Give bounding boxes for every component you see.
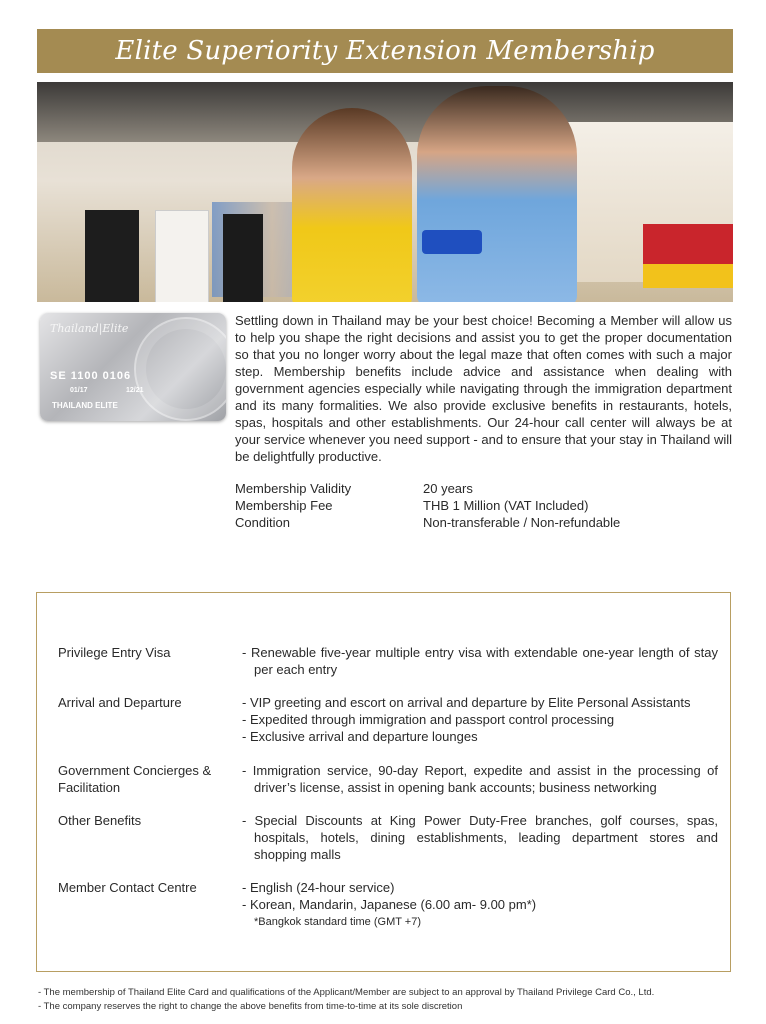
fact-value: Non-transferable / Non-refundable <box>423 515 621 530</box>
card-valid-from: 01/17 <box>70 387 88 394</box>
shopping-bag-black-small <box>223 214 263 302</box>
benefit-other <box>58 812 718 863</box>
benefit-item: - Immigration service, 90-day Report, expedite and assist in the processing of driver’s license, assist in opening bank accounts; business networking <box>242 763 718 795</box>
shopping-bag-white <box>155 210 209 302</box>
fact-row <box>235 497 732 514</box>
card-valid-to: 12/21 <box>126 387 144 394</box>
fact-label: Condition <box>235 515 290 530</box>
benefit-label: Arrival and Departure <box>58 695 182 710</box>
card-number: SE 1100 0106 <box>50 370 132 382</box>
fact-row <box>235 480 732 497</box>
benefit-item: - Exclusive arrival and departure lounges <box>242 729 478 744</box>
card-holder-name: THAILAND ELITE <box>52 401 118 410</box>
benefit-label: Member Contact Centre <box>58 880 197 895</box>
benefit-label: Other Benefits <box>58 813 142 828</box>
hero-yellow-panel <box>643 264 733 288</box>
benefit-item: - VIP greeting and escort on arrival and departure by Elite Personal Assistants <box>242 695 691 710</box>
title-banner <box>37 29 733 73</box>
benefit-item: - Korean, Mandarin, Japanese (6.00 am- 9.00 pm*) <box>242 897 537 912</box>
benefit-label: Government Concierges & Facilitation <box>58 763 212 795</box>
hero-image <box>37 82 733 302</box>
benefit-item: - Renewable five-year multiple entry visa with extendable one-year length of stay per each entry <box>242 645 718 677</box>
benefit-label: Privilege Entry Visa <box>58 645 171 660</box>
benefits-box <box>36 592 731 972</box>
smartphone <box>422 230 482 254</box>
card-emblem-icon <box>134 317 226 421</box>
benefit-government-concierge <box>58 762 718 796</box>
card-brand: Thailand|Elite <box>50 322 129 335</box>
page-title: Elite Superiority Extension Membership <box>115 36 655 66</box>
footnotes <box>38 986 758 1014</box>
intro-paragraph: Settling down in Thailand may be your best choice! Becoming a Member will allow us to help you shape the right decisions and assist you to get the proper documentation so that you no longer worry about the legal maze that often comes with such a major step. Membership benefits include advice and assistance when dealing with government agencies especially while navigating through the immigration department and its many formalities. We also provide exclusive benefits in restaurants, hotels, spas, hospitals and other establishments. Our 24-hour call center will always be at your service whenever you need support - and to ensure that your stay in Thailand will be delightfully productive. <box>235 313 732 464</box>
man-figure <box>417 86 577 302</box>
membership-card-image <box>40 313 226 421</box>
fact-label: Membership Fee <box>235 498 333 513</box>
benefit-item: - Special Discounts at King Power Duty-Free branches, golf courses, spas, hospitals, hotels, dining establishments, leading department stores and shopping malls <box>242 813 718 862</box>
benefit-item: - Expedited through immigration and passport control processing <box>242 712 615 727</box>
benefit-entry-visa <box>58 644 718 678</box>
membership-facts <box>235 480 732 531</box>
woman-figure <box>292 108 412 302</box>
fact-value: 20 years <box>423 481 473 496</box>
hero-red-panel <box>643 224 733 264</box>
fact-value: THB 1 Million (VAT Included) <box>423 498 589 513</box>
benefit-contact-centre <box>58 879 718 931</box>
benefit-item: - English (24-hour service) <box>242 880 395 895</box>
footnote: - The membership of Thailand Elite Card and qualifications of the Applicant/Member are subject to an approval by Thailand Privilege Card Co., Ltd. <box>38 987 655 998</box>
benefit-note: *Bangkok standard time (GMT +7) <box>254 916 422 928</box>
fact-label: Membership Validity <box>235 481 352 496</box>
shopping-bag-black <box>85 210 139 302</box>
benefit-arrival-departure <box>58 694 718 745</box>
footnote: - The company reserves the right to change the above benefits from time-to-time at its sole discretion <box>38 1001 463 1012</box>
fact-row <box>235 514 732 531</box>
